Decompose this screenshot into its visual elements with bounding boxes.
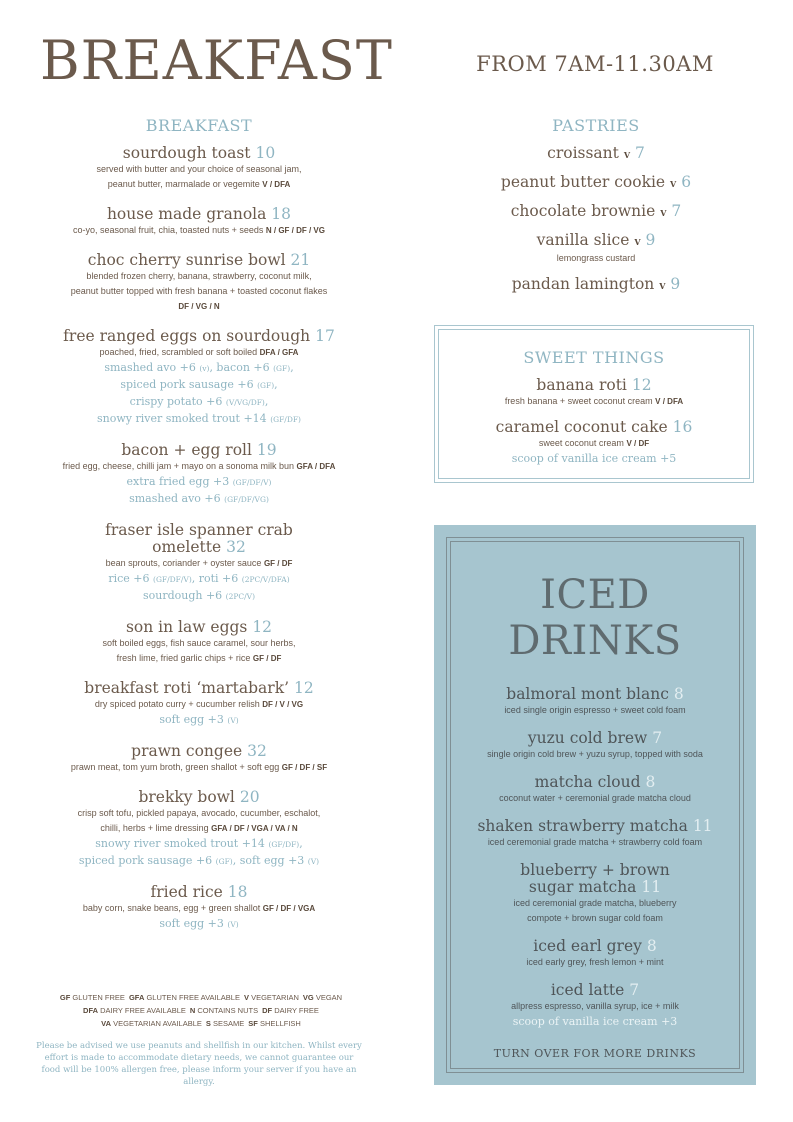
item-description [30, 651, 368, 666]
menu-item [30, 884, 368, 933]
item-description [30, 636, 368, 651]
legend-meaning: DAIRY FREE [274, 1006, 319, 1015]
dietary-tag: V [660, 208, 667, 218]
drink-description: single origin cold brew + yuzu syrup, topped with soda [487, 749, 703, 759]
item-price: 20 [239, 788, 260, 806]
addon-tag: (V/VG/DF) [225, 398, 265, 407]
sweet-things-inner [438, 329, 750, 479]
dietary-tags: GFA / DF / VGA / VA / N [211, 824, 298, 833]
legend-meaning: VEGETARIAN AVAILABLE [113, 1019, 202, 1028]
drink-item [451, 686, 739, 718]
addon-text: snowy river smoked trout +14 [97, 412, 267, 425]
pastry-item [436, 232, 756, 266]
drink-title [451, 730, 739, 747]
menu-item [30, 743, 368, 775]
item-description-text: co-yo, seasonal fruit, chia, toasted nuts + seeds [73, 225, 264, 235]
pastry-price: 9 [645, 231, 656, 249]
menu-item [30, 206, 368, 238]
item-description [30, 821, 368, 836]
addon-tag: (GF) [257, 381, 275, 390]
dietary-tags: V / DFA [655, 397, 684, 406]
pastry-title [436, 174, 756, 193]
item-addon [30, 360, 368, 377]
pastry-price: 9 [670, 275, 681, 293]
item-addon [30, 853, 368, 870]
dietary-tags: GFA / DFA [296, 462, 336, 471]
sweet-things-box [434, 325, 754, 483]
dietary-tags: V / DF [626, 439, 650, 448]
addon-tag: (V) [307, 857, 320, 866]
pastry-price: 7 [634, 144, 645, 162]
drink-title [451, 686, 739, 703]
addon-text: soft egg +3 [159, 917, 224, 930]
pastry-price: 7 [671, 202, 682, 220]
drink-price: 8 [673, 685, 684, 703]
drink-title [451, 818, 739, 835]
item-description [30, 697, 368, 712]
addon-separator: , [264, 395, 269, 408]
addon-text: spiced pork sausage +6 [78, 854, 213, 867]
pastry-item [436, 276, 756, 295]
menu-item [30, 680, 368, 729]
item-description [30, 345, 368, 360]
item-price: 32 [247, 742, 267, 760]
item-price: 12 [252, 618, 273, 636]
drink-description: allpress espresso, vanilla syrup, ice + milk [511, 1001, 679, 1011]
addon-tag: (GF/DF) [270, 415, 301, 424]
item-title [30, 442, 368, 459]
legend-line [30, 1017, 368, 1030]
item-price: 21 [290, 251, 311, 269]
item-title [99, 522, 299, 556]
item-description [30, 284, 368, 299]
pastry-title [436, 276, 756, 295]
item-title [30, 743, 368, 760]
pastry-name: vanilla slice [536, 231, 630, 249]
sweet-name: caramel coconut cake [495, 418, 668, 436]
drink-name: iced latte [550, 981, 625, 999]
pastry-description: lemongrass custard [556, 253, 636, 263]
drink-description: iced ceremonial grade matcha + strawberry cold foam [487, 837, 703, 847]
legend-code: DF [262, 1006, 273, 1015]
drink-addon: scoop of vanilla ice cream +3 [512, 1015, 678, 1028]
sweet-addon: scoop of vanilla ice cream +5 [511, 452, 677, 465]
legend-code: V [243, 993, 249, 1002]
drink-list [451, 686, 739, 1029]
drink-title [500, 862, 690, 896]
addon-tag: (2PC/V/DFA) [241, 575, 290, 584]
item-description-text: peanut butter, marmalade or vegemite [107, 179, 260, 189]
item-name: house made granola [106, 205, 267, 223]
addon-text: , roti +6 [191, 572, 239, 585]
sweet-name: banana roti [536, 376, 627, 394]
dietary-tag: V [634, 237, 641, 247]
addon-text: , bacon +6 [209, 361, 270, 374]
item-title [30, 619, 368, 636]
legend-code: N [189, 1006, 196, 1015]
sweet-price: 12 [631, 376, 652, 394]
sweet-title [439, 419, 749, 436]
addon-text: smashed avo +6 [104, 361, 196, 374]
addon-text: snowy river smoked trout +14 [95, 837, 265, 850]
item-description-text: served with butter and your choice of seasonal jam, [96, 164, 302, 174]
pastry-title [436, 203, 756, 222]
addon-text: , soft egg +3 [232, 854, 305, 867]
pastry-item [436, 174, 756, 193]
item-title [30, 145, 368, 162]
legend-code: SF [248, 1019, 258, 1028]
item-description [30, 177, 368, 192]
dietary-tags: GF / DF [252, 654, 282, 663]
item-addon [30, 571, 368, 588]
turn-over-note: TURN OVER FOR MORE DRINKS [493, 1047, 697, 1060]
addon-tag: (V) [227, 920, 239, 929]
legend-code: VG [302, 993, 314, 1002]
pastry-item [436, 203, 756, 222]
item-name: free ranged eggs on sourdough [63, 327, 311, 345]
item-description [30, 269, 368, 284]
sweet-description-text: sweet coconut cream [538, 438, 624, 448]
menu-item [30, 145, 368, 192]
drink-item [451, 938, 739, 970]
item-name: choc cherry sunrise bowl [87, 251, 286, 269]
item-description-text: poached, fried, scrambled or soft boiled [99, 347, 258, 357]
addon-tag: (GF/DF) [268, 840, 300, 849]
item-title [30, 328, 368, 345]
dietary-tags: N / GF / DF / VG [265, 226, 325, 235]
addon-tag: (GF/DF/V) [153, 575, 192, 584]
pastry-list [436, 145, 756, 295]
iced-drinks-heading: ICED DRINKS [508, 572, 682, 664]
item-price: 12 [293, 679, 314, 697]
item-description-text: bean sprouts, coriander + oyster sauce [105, 558, 262, 568]
menu-item [30, 252, 368, 314]
iced-drinks-box [434, 525, 756, 1085]
item-name: brekky bowl [138, 788, 235, 806]
item-title [30, 884, 368, 901]
sweet-description-text: fresh banana + sweet coconut cream [504, 396, 653, 406]
drink-name: shaken strawberry matcha [477, 817, 688, 835]
drink-description: coconut water + ceremonial grade matcha cloud [499, 793, 691, 803]
iced-drinks-frame [446, 537, 744, 1073]
addon-separator: , [299, 837, 303, 850]
item-description-text: crisp soft tofu, pickled papaya, avocado, cucumber, eschalot, [77, 808, 321, 818]
item-description-text: soft boiled eggs, fish sauce caramel, sour herbs, [102, 638, 296, 648]
allergy-note: Please be advised we use peanuts and shellfish in our kitchen. Whilst every effort is made to accommodate dietary needs, we cannot guarantee our food will be 100% allergen free, please inform your server if you have an allergy. [36, 1041, 362, 1087]
pastry-item [436, 145, 756, 164]
drink-price: 7 [652, 729, 663, 747]
item-name: sourdough toast [122, 144, 251, 162]
menu-item [30, 442, 368, 508]
item-addon [30, 916, 368, 933]
item-name: son in law eggs [125, 618, 248, 636]
addon-text: extra fried egg +3 [126, 475, 230, 488]
legend-line [30, 1004, 368, 1017]
item-description-text: baby corn, snake beans, egg + green shallot [82, 903, 261, 913]
dietary-tags: DF / VG / N [178, 302, 220, 311]
pastry-name: peanut butter cookie [500, 173, 666, 191]
drink-title [451, 774, 739, 791]
addon-separator: , [274, 378, 278, 391]
pastry-name: pandan lamington [511, 275, 655, 293]
dietary-tags: V / DFA [262, 180, 291, 189]
pastry-title [436, 145, 756, 164]
addon-text: spiced pork sausage +6 [120, 378, 254, 391]
addon-text: crispy potato +6 [129, 395, 223, 408]
sweet-description [439, 394, 749, 409]
addon-text: soft egg +3 [159, 713, 224, 726]
item-name: bacon + egg roll [121, 441, 252, 459]
addon-tag: (v) [199, 364, 210, 373]
legend-code: GFA [128, 993, 145, 1002]
item-price: 17 [315, 327, 335, 345]
item-name: fraser isle spanner crab omelette [105, 521, 293, 556]
pastry-name: chocolate brownie [510, 202, 656, 220]
legend-meaning: VEGETARIAN [251, 993, 299, 1002]
legend-line [30, 991, 368, 1004]
drink-name: blueberry + brown sugar matcha [520, 861, 670, 896]
sweet-price: 16 [672, 418, 693, 436]
legend-meaning: GLUTEN FREE [72, 993, 125, 1002]
item-addon [30, 491, 368, 508]
item-title [30, 206, 368, 223]
item-description [30, 556, 368, 571]
item-description-text: peanut butter topped with fresh banana + toasted coconut flakes [70, 286, 328, 296]
sweet-title [439, 377, 749, 394]
addon-tag: (V) [227, 716, 239, 725]
legend-code: DFA [83, 1006, 99, 1015]
legend-meaning: GLUTEN FREE AVAILABLE [146, 993, 240, 1002]
legend-code: GF [59, 993, 71, 1002]
dietary-legend [30, 991, 368, 1030]
item-price: 32 [226, 538, 246, 556]
drink-name: balmoral mont blanc [506, 685, 669, 703]
addon-tag: (GF/DF/V) [232, 478, 272, 487]
item-price: 10 [255, 144, 276, 162]
addon-tag: (GF) [273, 364, 291, 373]
item-addon [30, 712, 368, 729]
drink-item [451, 982, 739, 1029]
pastry-name: croissant [547, 144, 619, 162]
dietary-tag: V [659, 281, 666, 291]
dietary-tags: GF / DF / VGA [262, 904, 316, 913]
item-description-text: chilli, herbs + lime dressing [100, 823, 209, 833]
item-description-text: prawn meat, tom yum broth, green shallot + soft egg [70, 762, 280, 772]
dietary-tag: V [670, 179, 677, 189]
service-hours: FROM 7AM-11.30AM [476, 52, 714, 76]
dietary-tags: DFA / GFA [259, 348, 299, 357]
item-description [30, 459, 368, 474]
drink-price: 11 [692, 817, 713, 835]
breakfast-list [30, 145, 368, 933]
item-description-text: fried egg, cheese, chilli jam + mayo on a sonoma milk bun [62, 461, 295, 471]
item-title [30, 252, 368, 269]
addon-tag: (GF/DF/VG) [224, 495, 269, 504]
sweet-things-heading: SWEET THINGS [523, 348, 665, 367]
legend-meaning: SHELLFISH [259, 1019, 301, 1028]
drink-name: matcha cloud [534, 773, 641, 791]
iced-drinks-inner-frame [450, 541, 740, 1069]
drink-name: iced earl grey [533, 937, 642, 955]
sweet-item [439, 419, 749, 467]
item-name: fried rice [150, 883, 223, 901]
breakfast-section [30, 116, 368, 947]
item-description [30, 760, 368, 775]
item-name: breakfast roti ‘martabark’ [84, 679, 290, 697]
item-addon [30, 588, 368, 605]
item-price: 19 [256, 441, 277, 459]
legend-code: VA [101, 1019, 112, 1028]
pastries-section [436, 116, 756, 305]
drink-name: yuzu cold brew [527, 729, 648, 747]
drink-description: iced early grey, fresh lemon + mint [526, 957, 664, 967]
item-addon [30, 836, 368, 853]
item-description [30, 299, 368, 314]
pastry-price: 6 [681, 173, 692, 191]
addon-text: smashed avo +6 [129, 492, 221, 505]
item-addon [30, 474, 368, 491]
addon-tag: (GF) [215, 857, 233, 866]
addon-text: sourdough +6 [142, 589, 223, 602]
drink-item [451, 818, 739, 850]
drink-description: compote + brown sugar cold foam [527, 913, 663, 923]
menu-item [30, 619, 368, 666]
drink-price: 11 [641, 878, 662, 896]
drink-item [451, 862, 739, 926]
item-addon [30, 411, 368, 428]
item-description [30, 806, 368, 821]
item-addon [30, 394, 368, 411]
addon-tag: (2PC/V) [225, 592, 256, 601]
drink-item [451, 730, 739, 762]
drink-description: iced ceremonial grade matcha, blueberry [513, 898, 677, 908]
menu-item [30, 789, 368, 870]
drink-description: iced single origin espresso + sweet cold foam [504, 705, 686, 715]
item-description [30, 901, 368, 916]
menu-item [30, 522, 368, 605]
item-description [30, 162, 368, 177]
item-price: 18 [271, 205, 292, 223]
legend-meaning: CONTAINS NUTS [197, 1006, 259, 1015]
pastries-heading: PASTRIES [552, 116, 640, 135]
addon-text: rice +6 [108, 572, 150, 585]
drink-item [451, 774, 739, 806]
legend-meaning: VEGAN [315, 993, 343, 1002]
legend-meaning: SESAME [213, 1019, 245, 1028]
item-description-text: fresh lime, fried garlic chips + rice [116, 653, 251, 663]
sweet-description [439, 436, 749, 451]
dietary-tags: GF / DF / SF [281, 763, 328, 772]
item-description [30, 223, 368, 238]
dietary-tags: GF / DF [263, 559, 293, 568]
page-title: BREAKFAST [40, 29, 393, 92]
sweet-item [439, 377, 749, 409]
sweet-list [439, 377, 749, 467]
item-title [30, 680, 368, 697]
breakfast-heading: BREAKFAST [145, 116, 253, 135]
dietary-tag: V [623, 150, 631, 160]
item-description-text: dry spiced potato curry + cucumber relish [94, 699, 260, 709]
menu-item [30, 328, 368, 428]
pastry-title [436, 232, 756, 251]
drink-price: 8 [646, 937, 657, 955]
dietary-tags: DF / V / VG [262, 700, 304, 709]
item-name: prawn congee [131, 742, 243, 760]
drink-price: 8 [645, 773, 656, 791]
item-addon [30, 377, 368, 394]
item-description-text: blended frozen cherry, banana, strawberry, coconut milk, [86, 271, 312, 281]
drink-title [451, 982, 739, 999]
item-title [30, 789, 368, 806]
legend-meaning: DAIRY FREE AVAILABLE [100, 1006, 186, 1015]
drink-price: 7 [629, 981, 640, 999]
item-price: 18 [227, 883, 248, 901]
drink-title [451, 938, 739, 955]
legend-code: S [205, 1019, 211, 1028]
addon-separator: , [290, 361, 294, 374]
